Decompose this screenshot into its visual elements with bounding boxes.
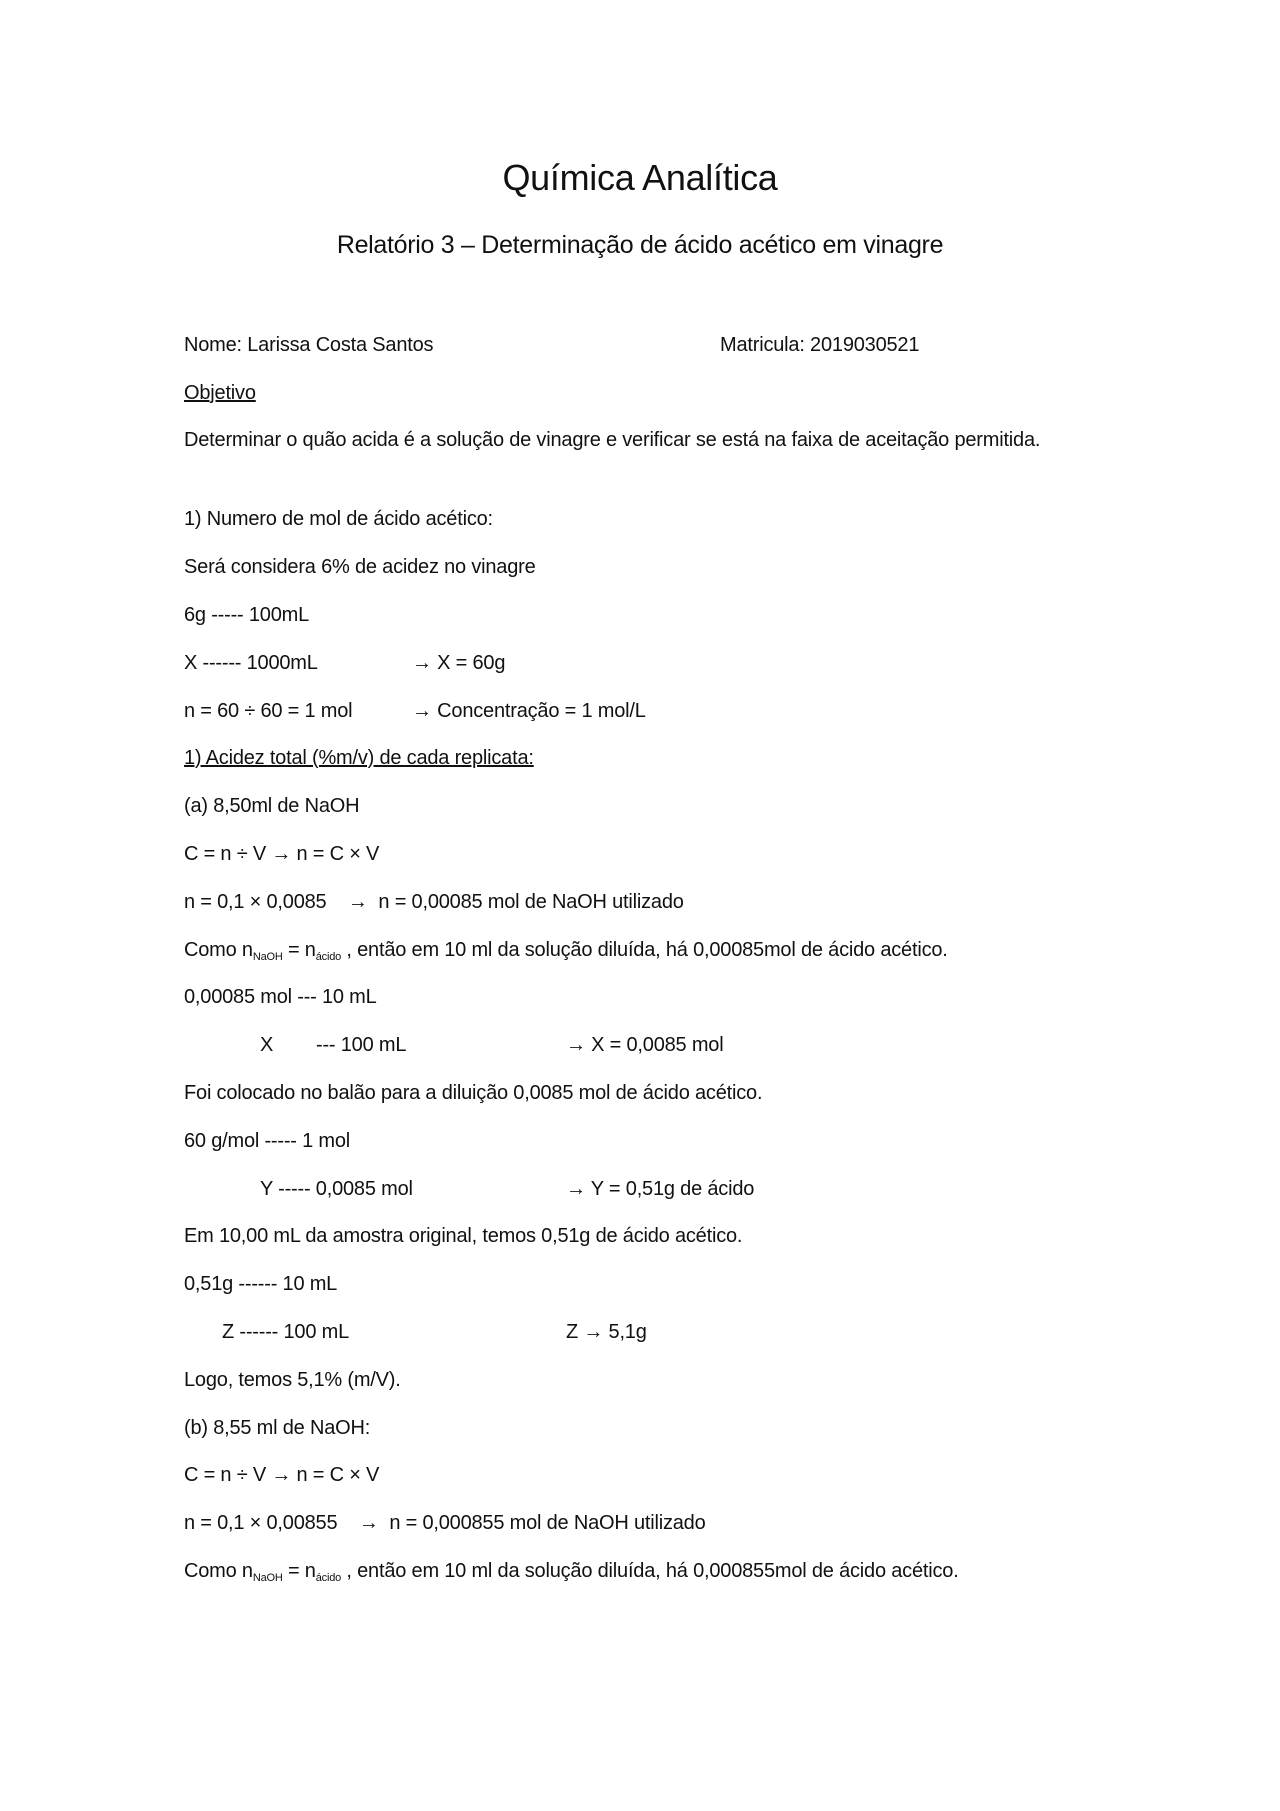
equivalence-eq: = n (282, 1560, 316, 1582)
replicate-a-rule3: 60 g/mol ----- 1 mol (184, 1130, 351, 1152)
replicate-a-formula: C = n ÷ V → n = C × V (184, 843, 380, 865)
replicate-a-rule4-left: Y ----- 0,0085 mol (260, 1178, 413, 1200)
student-name: Nome: Larissa Costa Santos (184, 334, 434, 356)
equivalence-eq: = n (282, 939, 316, 961)
subscript-acido: ácido (315, 1572, 342, 1584)
section1-assumption: Será considera 6% de acidez no vinagre (184, 556, 536, 578)
section1-heading: 1) Numero de mol de ácido acético: (184, 508, 493, 530)
replicate-a-rule4-right: → Y = 0,51g de ácido (566, 1178, 755, 1200)
section1-calc-left: n = 60 ÷ 60 = 1 mol (184, 700, 353, 722)
subscript-naoh: NaOH (252, 1572, 283, 1584)
replicate-a-rule5: 0,51g ------ 10 mL (184, 1273, 338, 1295)
replicate-a-equivalence (184, 937, 948, 963)
replicate-a-rule6-left: Z ------ 100 mL (222, 1321, 350, 1343)
section1-calc-right: → Concentração = 1 mol/L (412, 700, 646, 722)
replicate-b-label: (b) 8,55 ml de NaOH: (184, 1417, 371, 1439)
replicate-a-rule2-left: X --- 100 mL (260, 1034, 407, 1056)
replicate-b-equivalence (184, 1558, 959, 1584)
replicate-a-dilution: Foi colocado no balão para a diluição 0,0085 mol de ácido acético. (184, 1082, 763, 1104)
section1-rule1: 6g ----- 100mL (184, 604, 310, 626)
student-registration: Matricula: 2019030521 (720, 334, 920, 356)
replicate-b-calc: n = 0,1 × 0,00855 → n = 0,000855 mol de NaOH utilizado (184, 1512, 706, 1534)
objective-heading: Objetivo (184, 382, 256, 404)
replicate-a-calc: n = 0,1 × 0,0085 → n = 0,00085 mol de NaOH utilizado (184, 891, 684, 913)
document-subtitle: Relatório 3 – Determinação de ácido acético em vinagre (336, 231, 944, 259)
replicate-a-result: Logo, temos 5,1% (m/V). (184, 1369, 401, 1391)
subscript-naoh: NaOH (252, 951, 283, 963)
section1-rule2-right: → X = 60g (412, 652, 506, 674)
document-title: Química Analítica (502, 157, 778, 198)
equivalence-suffix: , então em 10 ml da solução diluída, há 0,000855mol de ácido acético. (341, 1560, 959, 1582)
replicate-a-sample: Em 10,00 mL da amostra original, temos 0,51g de ácido acético. (184, 1225, 743, 1247)
replicate-a-rule6-right: Z → 5,1g (566, 1321, 647, 1343)
equivalence-suffix: , então em 10 ml da solução diluída, há 0,00085mol de ácido acético. (341, 939, 948, 961)
equivalence-prefix: Como n (184, 1560, 253, 1582)
replicate-a-rule1: 0,00085 mol --- 10 mL (184, 986, 377, 1008)
equivalence-prefix: Como n (184, 939, 253, 961)
replicate-a-label: (a) 8,50ml de NaOH (184, 795, 360, 817)
replicate-b-formula: C = n ÷ V → n = C × V (184, 1464, 380, 1486)
subscript-acido: ácido (315, 951, 342, 963)
section2-heading: 1) Acidez total (%m/v) de cada replicata: (184, 747, 534, 769)
objective-text: Determinar o quão acida é a solução de vinagre e verificar se está na faixa de aceitação permitida. (184, 429, 1041, 451)
replicate-a-rule2-right: → X = 0,0085 mol (566, 1034, 724, 1056)
section1-rule2-left: X ------ 1000mL (184, 652, 318, 674)
